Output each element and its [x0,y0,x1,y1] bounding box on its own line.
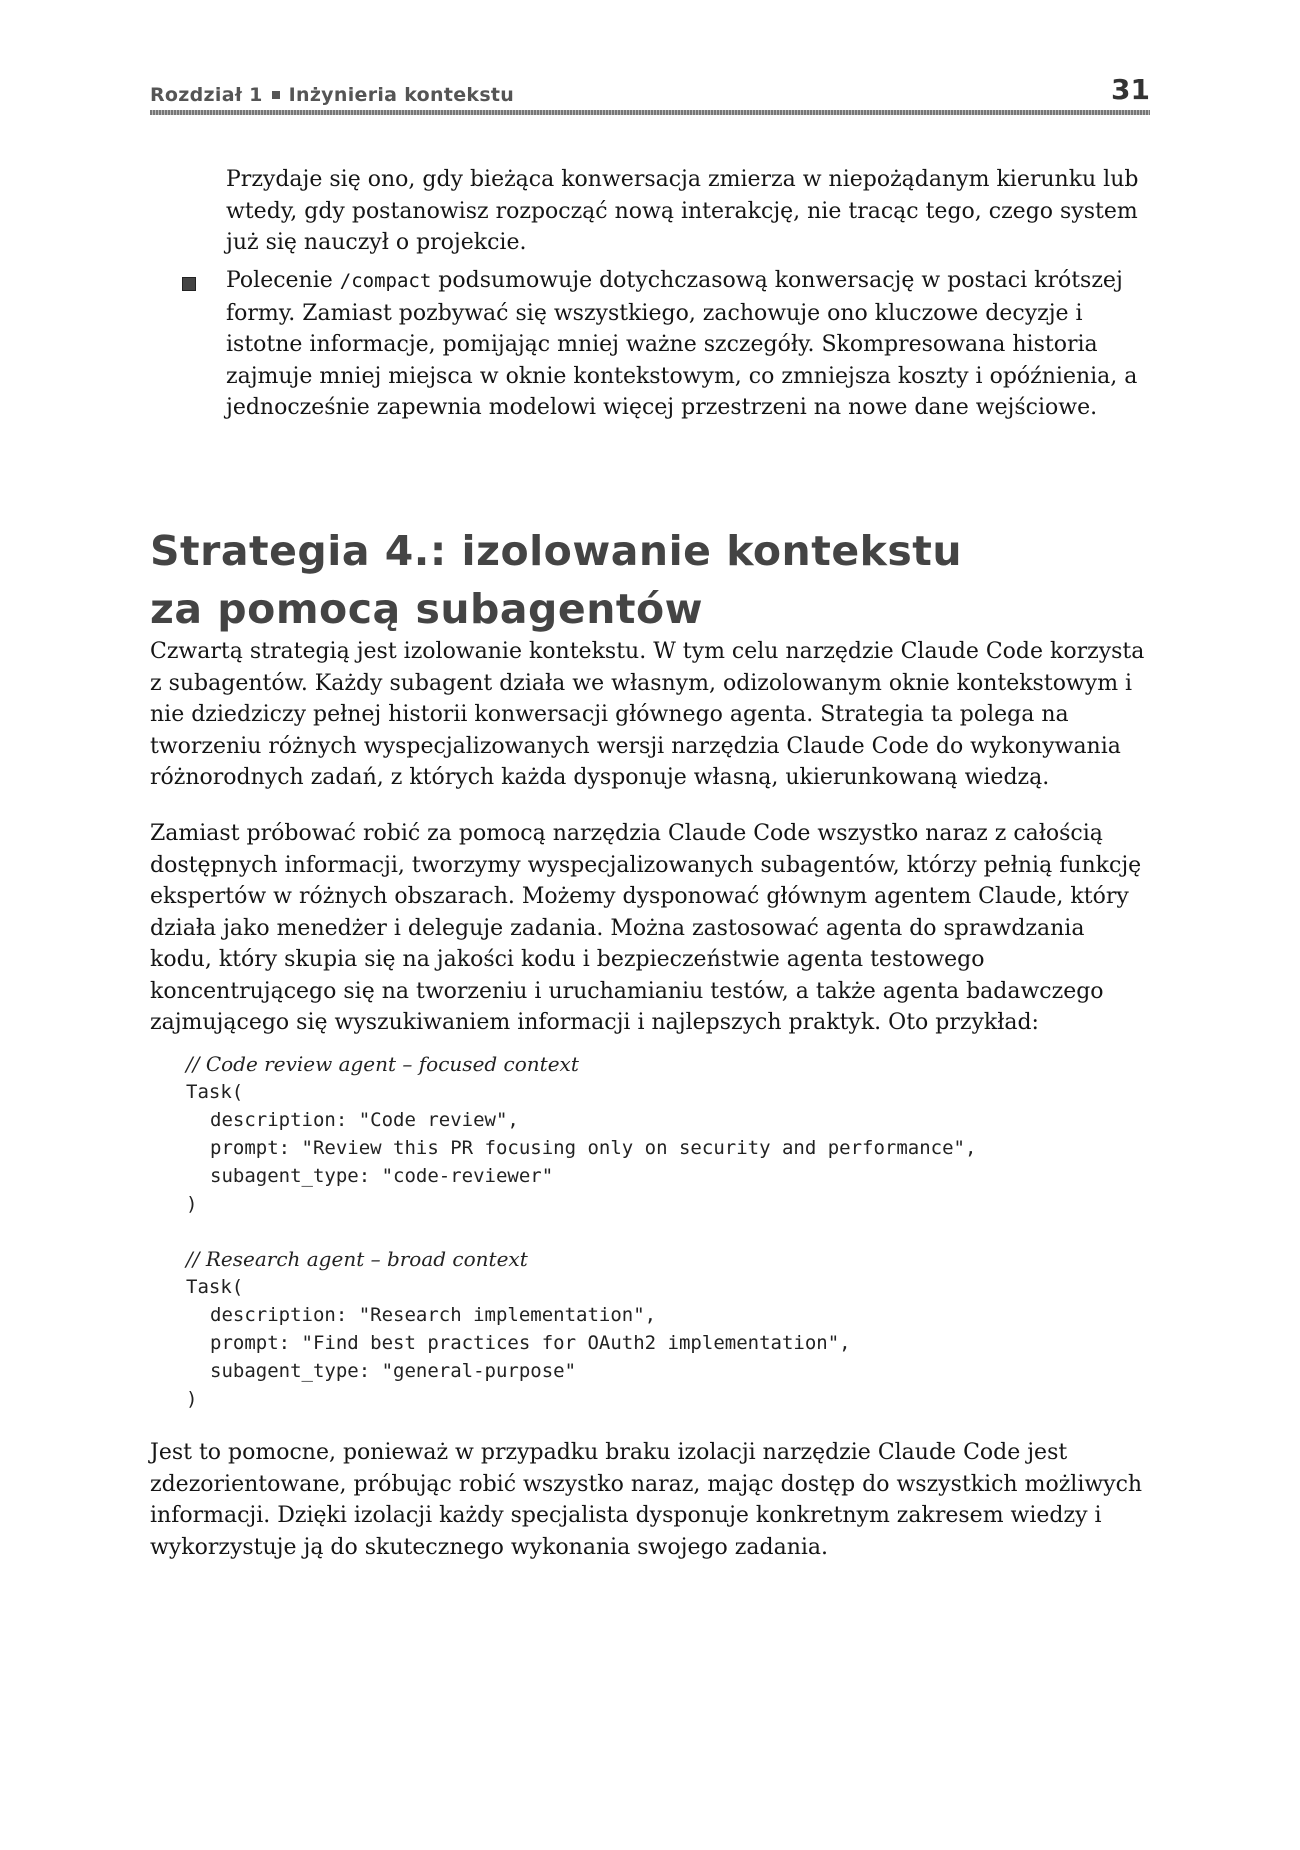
paragraph-1: Czwartą strategią jest izolowanie kontekstu. W tym celu narzędzie Claude Code korzysta z subagentów. Każdy subagent działa we własnym, odizolowanym oknie kontekstowym i nie dziedziczy pełnej historii konwersacji głównego agenta. Strategia ta polega na tworzeniu różnych wyspecjalizowanych wersji narzędzia Claude Code do wykonywania różnorodnych zadań, z których każda dysponuje własną, ukierunkowaną wiedzą. [150,639,1145,790]
code-line: description: "Code review", [210,1109,519,1131]
heading-line-2: za pomocą subagentów [150,585,704,633]
separator-square-icon [272,91,280,99]
code-line: ) [186,1388,198,1410]
running-header [150,72,1150,106]
header-chapter-title [150,84,514,106]
code-comment: // Research agent – broad context [186,1247,528,1271]
code-line: description: "Research implementation", [210,1304,657,1326]
bullet-prefix: Polecenie [226,268,340,293]
chapter-title: Inżynieria kontekstu [288,84,515,106]
heading-line-1: Strategia 4.: izolowanie kontekstu [150,527,963,575]
chapter-label: Rozdział 1 [150,84,263,106]
bullet-rest: podsumowuje dotychczasową konwersację w postaci krótszej formy. Zamiast pozbywać się wszystkiego, zachowuje ono kluczowe decyzje i istotne informacje, pomijając mniej ważne szczegóły. Skompresowana historia zajmuje mniej miejsca w oknie kontekstowym, co zmniejsza koszty i opóźnienia, a jednocześnie zapewnia modelowi więcej przestrzeni na nowe dane wejściowe. [226,268,1138,420]
paragraph-2: Zamiast próbować robić za pomocą narzędzia Claude Code wszystko naraz z całością dostępnych informacji, tworzymy wyspecjalizowanych subagentów, którzy pełnią funkcję ekspertów w różnych obszarach. Możemy dysponować głównym agentem Claude, który działa jako menedżer i deleguje zadania. Można zastosować agenta do sprawdzania kodu, który skupia się na jakości kodu i bezpieczeństwie agenta testowego koncentrującego się na tworzeniu i uruchamianiu testów, a także agenta badawczego zajmującego się wyszukiwaniem informacji i najlepszych praktyk. Oto przykład: [150,821,1142,1035]
code-block-review [186,1050,1146,1218]
code-comment: // Code review agent – focused context [186,1052,579,1076]
bullet-continuation: Przydaje się ono, gdy bieżąca konwersacja zmierza w niepożądanym kierunku lub wtedy, gdy postanowisz rozpocząć nową interakcję, nie tracąc tego, czego system już się nauczył o projekcie. [226,167,1139,255]
compact-command: /compact [339,270,432,292]
code-line: ) [186,1193,198,1215]
header-rule [150,110,1150,115]
code-line: prompt: "Review this PR focusing only on security and performance", [210,1137,977,1159]
bullet-compact [226,265,1150,424]
bullet-square-icon [182,277,196,291]
paragraph-3: Jest to pomocne, ponieważ w przypadku braku izolacji narzędzie Claude Code jest zdezorientowane, próbując robić wszystko naraz, mając dostęp do wszystkich możliwych informacji. Dzięki izolacji każdy specjalista dysponuje konkretnym zakresem wiedzy i wykorzystuje ją do skutecznego wykonania swojego zadania. [150,1440,1143,1560]
code-line: subagent_type: "general-purpose" [210,1360,577,1382]
code-line: Task( [186,1081,244,1103]
code-line: Task( [186,1276,244,1298]
code-block-research [186,1245,1146,1413]
section-heading [150,522,1150,638]
code-line: prompt: "Find best practices for OAuth2 implementation", [210,1332,851,1354]
page-number: 31 [1111,73,1150,106]
code-line: subagent_type: "code-reviewer" [210,1165,554,1187]
